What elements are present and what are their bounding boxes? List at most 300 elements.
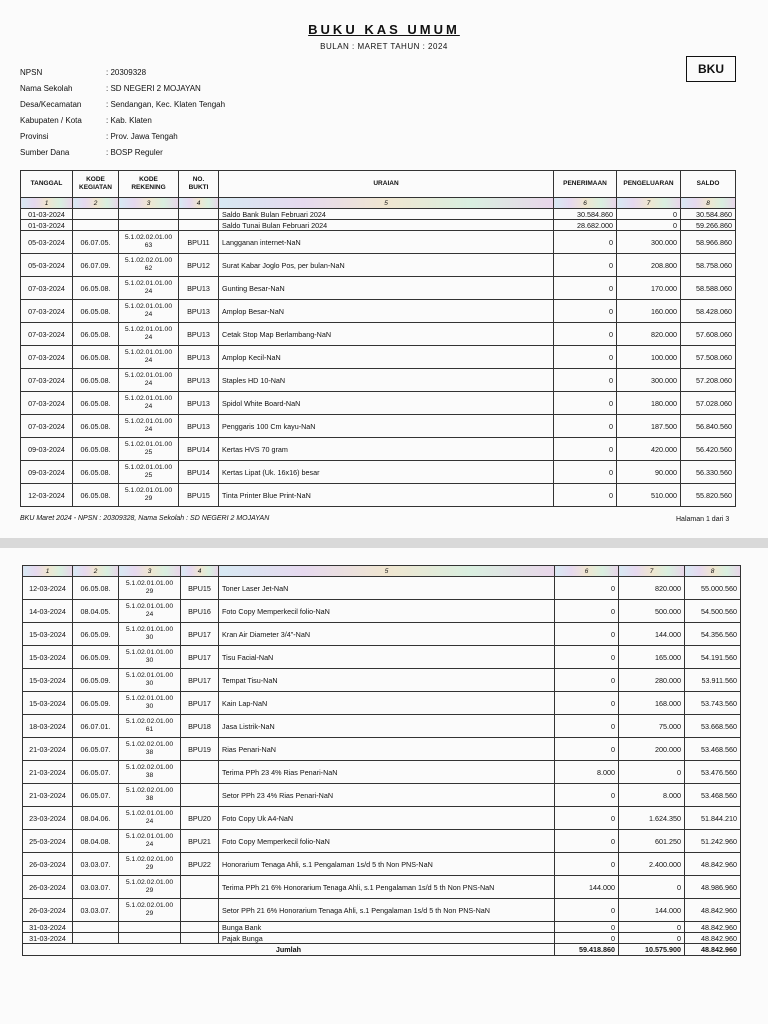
cell-description: Setor PPh 23 4% Rias Penari-NaN [219, 784, 555, 807]
cell-activity-code: 06.05.08. [73, 438, 119, 461]
cell-account-code: 5.1.02.01.01.00 24 [119, 369, 179, 392]
cell-balance: 48.842.960 [685, 899, 741, 922]
cell-receipts: 0 [555, 600, 619, 623]
cell-description: Langganan internet-NaN [219, 231, 554, 254]
document-title: BUKU KAS UMUM [308, 22, 460, 37]
cell-description: Penggaris 100 Cm kayu-NaN [219, 415, 554, 438]
cell-activity-code: 03.03.07. [73, 876, 119, 899]
cell-description: Pajak Bunga [219, 933, 555, 944]
total-label: Jumlah [23, 944, 555, 956]
cell-activity-code: 06.05.08. [73, 415, 119, 438]
cell-account-code: 5.1.02.02.01.00 62 [119, 254, 179, 277]
info-label: Provinsi [20, 131, 49, 141]
cell-receipts: 0 [555, 922, 619, 933]
cell-activity-code: 06.05.08. [73, 346, 119, 369]
cell-expenses: 0 [619, 922, 685, 933]
cell-date: 07-03-2024 [21, 277, 73, 300]
cell-receipts: 0 [555, 692, 619, 715]
cell-balance: 55.820.560 [681, 484, 736, 507]
cell-balance: 48.986.960 [685, 876, 741, 899]
cell-date: 05-03-2024 [21, 231, 73, 254]
cell-balance: 51.242.960 [685, 830, 741, 853]
cell-balance: 57.208.060 [681, 369, 736, 392]
header-row [21, 171, 736, 198]
cell-receipts: 0 [555, 853, 619, 876]
cell-account-code: 5.1.02.01.01.00 29 [119, 484, 179, 507]
cell-receipt-no: BPU13 [179, 415, 219, 438]
school-info [20, 64, 225, 160]
cell-account-code: 5.1.02.01.01.00 24 [119, 323, 179, 346]
cell-activity-code: 08.04.08. [73, 830, 119, 853]
cell-expenses: 144.000 [619, 899, 685, 922]
table-row [23, 738, 741, 761]
bku-badge: BKU [686, 56, 736, 82]
cell-receipts: 0 [554, 231, 617, 254]
cell-receipt-no [181, 933, 219, 944]
cell-expenses: 420.000 [617, 438, 681, 461]
column-number-row [21, 198, 736, 209]
cell-activity-code: 06.05.08. [73, 369, 119, 392]
table-row [23, 692, 741, 715]
cell-account-code: 5.1.02.02.01.00 29 [119, 853, 181, 876]
cell-receipts: 0 [554, 461, 617, 484]
cell-activity-code: 06.05.08. [73, 484, 119, 507]
cell-date: 14-03-2024 [23, 600, 73, 623]
info-value: : Prov. Jawa Tengah [106, 131, 178, 141]
column-number: 8 [681, 198, 736, 209]
table-row [21, 277, 736, 300]
cell-expenses: 300.000 [617, 231, 681, 254]
cell-receipt-no [181, 876, 219, 899]
cashbook-table-page-2 [22, 565, 741, 956]
cell-account-code: 5.1.02.01.01.00 30 [119, 669, 181, 692]
page-footer-note: BKU Maret 2024 - NPSN : 20309328, Nama Sekolah : SD NEGERI 2 MOJAYAN [20, 515, 270, 522]
cell-expenses: 160.000 [617, 300, 681, 323]
cell-expenses: 0 [619, 876, 685, 899]
cell-balance: 56.840.560 [681, 415, 736, 438]
cell-date: 07-03-2024 [21, 369, 73, 392]
cell-date: 25-03-2024 [23, 830, 73, 853]
cell-account-code: 5.1.02.02.01.00 61 [119, 715, 181, 738]
cell-activity-code: 06.05.07. [73, 738, 119, 761]
cell-activity-code: 06.05.09. [73, 623, 119, 646]
column-header: KODE REKENING [119, 171, 179, 198]
cell-receipt-no: BPU20 [181, 807, 219, 830]
cell-expenses: 601.250 [619, 830, 685, 853]
table-row [21, 438, 736, 461]
cell-description: Setor PPh 21 6% Honorarium Tenaga Ahli, s.1 Pengalaman 1s/d 5 th Non PNS-NaN [219, 899, 555, 922]
cell-activity-code: 06.05.07. [73, 761, 119, 784]
cell-account-code [119, 209, 179, 220]
cell-receipts: 0 [554, 277, 617, 300]
cell-receipt-no: BPU15 [179, 484, 219, 507]
column-header: PENERIMAAN [554, 171, 617, 198]
cell-description: Kran Air Diameter 3/4"-NaN [219, 623, 555, 646]
cell-receipts: 0 [554, 346, 617, 369]
cell-expenses: 208.800 [617, 254, 681, 277]
cell-account-code [119, 922, 181, 933]
cell-description: Honorarium Tenaga Ahli, s.1 Pengalaman 1s/d 5 th Non PNS-NaN [219, 853, 555, 876]
cell-account-code: 5.1.02.01.01.00 24 [119, 830, 181, 853]
cell-receipt-no: BPU19 [181, 738, 219, 761]
cell-balance: 53.668.560 [685, 715, 741, 738]
cell-date: 26-03-2024 [23, 876, 73, 899]
cell-receipts: 0 [555, 738, 619, 761]
table-row [21, 323, 736, 346]
cell-expenses: 170.000 [617, 277, 681, 300]
cell-receipts: 0 [555, 577, 619, 600]
cashbook-table-page-1 [20, 170, 736, 507]
table-row [23, 761, 741, 784]
cell-receipts: 0 [555, 669, 619, 692]
cell-description: Toner Laser Jet-NaN [219, 577, 555, 600]
table-row [21, 254, 736, 277]
cell-receipt-no: BPU17 [181, 646, 219, 669]
cell-date: 26-03-2024 [23, 899, 73, 922]
cell-expenses: 165.000 [619, 646, 685, 669]
column-number: 1 [23, 566, 73, 577]
cell-balance: 53.468.560 [685, 784, 741, 807]
column-number: 6 [554, 198, 617, 209]
cell-date: 15-03-2024 [23, 646, 73, 669]
cell-description: Tinta Printer Blue Print-NaN [219, 484, 554, 507]
cell-description: Amplop Kecil-NaN [219, 346, 554, 369]
cell-receipt-no: BPU13 [179, 300, 219, 323]
cell-date: 31-03-2024 [23, 933, 73, 944]
cell-receipts: 0 [555, 807, 619, 830]
column-number: 2 [73, 566, 119, 577]
cell-description: Gunting Besar-NaN [219, 277, 554, 300]
table-row [23, 853, 741, 876]
cell-date: 09-03-2024 [21, 438, 73, 461]
info-label: Desa/Kecamatan [20, 99, 82, 109]
info-label: Sumber Dana [20, 147, 70, 157]
table-row [21, 209, 736, 220]
table-row [21, 300, 736, 323]
column-number: 4 [181, 566, 219, 577]
cell-date: 07-03-2024 [21, 323, 73, 346]
cell-receipt-no: BPU18 [181, 715, 219, 738]
cell-receipts: 0 [554, 438, 617, 461]
column-header: KODE KEGIATAN [73, 171, 119, 198]
cell-receipts: 8.000 [555, 761, 619, 784]
cell-receipt-no [181, 784, 219, 807]
column-number-row [23, 566, 741, 577]
cell-date: 18-03-2024 [23, 715, 73, 738]
total-expenses: 10.575.900 [619, 944, 685, 956]
cell-receipts: 0 [555, 899, 619, 922]
cell-description: Terima PPh 21 6% Honorarium Tenaga Ahli, s.1 Pengalaman 1s/d 5 th Non PNS-NaN [219, 876, 555, 899]
table-row [23, 807, 741, 830]
total-receipts: 59.418.860 [555, 944, 619, 956]
column-number: 5 [219, 198, 554, 209]
cell-receipt-no [179, 209, 219, 220]
table-row [23, 600, 741, 623]
total-row [23, 944, 741, 956]
cell-balance: 56.420.560 [681, 438, 736, 461]
cell-balance: 53.476.560 [685, 761, 741, 784]
table-row [21, 369, 736, 392]
cell-date: 09-03-2024 [21, 461, 73, 484]
cell-receipt-no [179, 220, 219, 231]
cell-balance: 58.758.060 [681, 254, 736, 277]
table-row [21, 346, 736, 369]
cell-receipts: 0 [554, 415, 617, 438]
cell-activity-code [73, 220, 119, 231]
page-number: Halaman 1 dari 3 [676, 516, 730, 523]
cell-activity-code: 06.07.01. [73, 715, 119, 738]
column-number: 7 [617, 198, 681, 209]
cell-receipt-no: BPU13 [179, 346, 219, 369]
cell-receipt-no: BPU16 [181, 600, 219, 623]
column-number: 6 [555, 566, 619, 577]
table-row [23, 876, 741, 899]
cell-date: 21-03-2024 [23, 738, 73, 761]
cell-description: Jasa Listrik-NaN [219, 715, 555, 738]
cell-account-code: 5.1.02.02.01.00 38 [119, 738, 181, 761]
cell-account-code: 5.1.02.02.01.00 63 [119, 231, 179, 254]
cell-date: 15-03-2024 [23, 623, 73, 646]
table-row [23, 623, 741, 646]
cell-activity-code: 03.03.07. [73, 853, 119, 876]
cell-account-code [119, 933, 181, 944]
info-value: : 20309328 [106, 67, 147, 77]
column-number: 3 [119, 566, 181, 577]
cell-receipt-no [181, 899, 219, 922]
cell-balance: 57.028.060 [681, 392, 736, 415]
cell-expenses: 0 [619, 933, 685, 944]
cell-description: Cetak Stop Map Berlambang-NaN [219, 323, 554, 346]
info-label: Nama Sekolah [20, 83, 73, 93]
cell-receipt-no: BPU13 [179, 392, 219, 415]
cell-expenses: 820.000 [617, 323, 681, 346]
cell-account-code: 5.1.02.01.01.00 24 [119, 415, 179, 438]
table-row [23, 715, 741, 738]
cell-account-code: 5.1.02.01.01.00 30 [119, 692, 181, 715]
cell-description: Rias Penari-NaN [219, 738, 555, 761]
cell-receipts: 0 [555, 623, 619, 646]
cell-activity-code: 03.03.07. [73, 899, 119, 922]
cell-balance: 58.588.060 [681, 277, 736, 300]
cell-expenses: 0 [617, 209, 681, 220]
cell-account-code: 5.1.02.01.01.00 25 [119, 461, 179, 484]
column-header: TANGGAL [21, 171, 73, 198]
cell-activity-code: 06.05.09. [73, 669, 119, 692]
cell-expenses: 280.000 [619, 669, 685, 692]
column-number: 5 [219, 566, 555, 577]
cell-activity-code [73, 933, 119, 944]
cell-description: Spidol White Board-NaN [219, 392, 554, 415]
column-header: NO. BUKTI [179, 171, 219, 198]
cell-description: Amplop Besar-NaN [219, 300, 554, 323]
cell-date: 21-03-2024 [23, 761, 73, 784]
cell-account-code [119, 220, 179, 231]
cell-receipts: 0 [554, 323, 617, 346]
cell-expenses: 820.000 [619, 577, 685, 600]
info-value: : BOSP Reguler [106, 147, 163, 157]
cell-description: Kertas Lipat (Uk. 16x16) besar [219, 461, 554, 484]
table-row [21, 415, 736, 438]
cell-receipt-no: BPU17 [181, 669, 219, 692]
info-row-province [20, 128, 225, 144]
cell-receipts: 144.000 [555, 876, 619, 899]
cell-date: 01-03-2024 [21, 220, 73, 231]
table-row [23, 669, 741, 692]
cell-balance: 59.266.860 [681, 220, 736, 231]
cell-account-code: 5.1.02.02.01.00 29 [119, 876, 181, 899]
cell-receipt-no: BPU17 [181, 623, 219, 646]
cell-account-code: 5.1.02.02.01.00 38 [119, 761, 181, 784]
cell-description: Kain Lap-NaN [219, 692, 555, 715]
cell-receipts: 0 [554, 369, 617, 392]
cell-expenses: 0 [617, 220, 681, 231]
cell-account-code: 5.1.02.01.01.00 29 [119, 577, 181, 600]
cell-description: Bunga Bank [219, 922, 555, 933]
cell-balance: 53.743.560 [685, 692, 741, 715]
cell-expenses: 2.400.000 [619, 853, 685, 876]
cell-activity-code: 06.05.07. [73, 784, 119, 807]
document-subtitle: BULAN : MARET TAHUN : 2024 [320, 42, 448, 51]
cell-activity-code: 06.05.08. [73, 577, 119, 600]
cell-expenses: 168.000 [619, 692, 685, 715]
table-row [23, 830, 741, 853]
cell-expenses: 180.000 [617, 392, 681, 415]
info-value: : Kab. Klaten [106, 115, 152, 125]
cell-description: Kertas HVS 70 gram [219, 438, 554, 461]
cell-date: 23-03-2024 [23, 807, 73, 830]
cell-account-code: 5.1.02.01.01.00 24 [119, 807, 181, 830]
cell-receipt-no: BPU13 [179, 369, 219, 392]
table-row [21, 231, 736, 254]
cell-balance: 30.584.860 [681, 209, 736, 220]
cell-description: Terima PPh 23 4% Rias Penari-NaN [219, 761, 555, 784]
cell-date: 07-03-2024 [21, 415, 73, 438]
info-value: : Sendangan, Kec. Klaten Tengah [106, 99, 226, 109]
table-row [23, 922, 741, 933]
cell-date: 31-03-2024 [23, 922, 73, 933]
cell-receipt-no: BPU15 [181, 577, 219, 600]
cell-expenses: 0 [619, 761, 685, 784]
cell-activity-code: 06.05.08. [73, 300, 119, 323]
cell-balance: 58.428.060 [681, 300, 736, 323]
cell-receipt-no: BPU14 [179, 438, 219, 461]
cell-balance: 56.330.560 [681, 461, 736, 484]
cell-receipts: 0 [554, 484, 617, 507]
cell-activity-code [73, 209, 119, 220]
cell-date: 21-03-2024 [23, 784, 73, 807]
cell-account-code: 5.1.02.02.01.00 29 [119, 899, 181, 922]
cell-account-code: 5.1.02.01.01.00 24 [119, 277, 179, 300]
cell-account-code: 5.1.02.01.01.00 25 [119, 438, 179, 461]
cell-receipts: 0 [554, 254, 617, 277]
cell-receipt-no: BPU17 [181, 692, 219, 715]
table-row [23, 784, 741, 807]
cell-balance: 57.608.060 [681, 323, 736, 346]
cell-balance: 54.191.560 [685, 646, 741, 669]
cell-balance: 48.842.960 [685, 933, 741, 944]
info-label: Kabupaten / Kota [20, 115, 82, 125]
column-number: 3 [119, 198, 179, 209]
cell-expenses: 510.000 [617, 484, 681, 507]
cell-balance: 51.844.210 [685, 807, 741, 830]
cell-account-code: 5.1.02.01.01.00 24 [119, 392, 179, 415]
cell-balance: 48.842.960 [685, 922, 741, 933]
table-row [23, 899, 741, 922]
info-row-village [20, 96, 225, 112]
cell-receipt-no: BPU11 [179, 231, 219, 254]
info-row-fund-source [20, 144, 225, 160]
cell-balance: 58.966.860 [681, 231, 736, 254]
table-row [23, 646, 741, 669]
cell-expenses: 187.500 [617, 415, 681, 438]
table-row [21, 461, 736, 484]
cell-expenses: 90.000 [617, 461, 681, 484]
column-number: 4 [179, 198, 219, 209]
cell-activity-code [73, 922, 119, 933]
cell-expenses: 100.000 [617, 346, 681, 369]
cell-account-code: 5.1.02.01.01.00 30 [119, 623, 181, 646]
cell-receipt-no: BPU13 [179, 277, 219, 300]
cell-date: 07-03-2024 [21, 300, 73, 323]
cell-receipt-no: BPU22 [181, 853, 219, 876]
cell-expenses: 144.000 [619, 623, 685, 646]
cell-description: Saldo Tunai Bulan Februari 2024 [219, 220, 554, 231]
info-label: NPSN [20, 67, 43, 77]
cell-activity-code: 06.05.09. [73, 692, 119, 715]
total-balance: 48.842.960 [685, 944, 741, 956]
cell-activity-code: 06.07.05. [73, 231, 119, 254]
info-row-npsn [20, 64, 225, 80]
cell-expenses: 75.000 [619, 715, 685, 738]
cell-activity-code: 06.05.09. [73, 646, 119, 669]
cell-activity-code: 08.04.06. [73, 807, 119, 830]
cell-activity-code: 06.05.08. [73, 323, 119, 346]
cell-activity-code: 06.05.08. [73, 461, 119, 484]
cell-receipts: 0 [554, 392, 617, 415]
info-row-regency [20, 112, 225, 128]
cell-date: 26-03-2024 [23, 853, 73, 876]
cell-activity-code: 06.05.08. [73, 392, 119, 415]
cell-receipt-no [181, 922, 219, 933]
cell-receipt-no [181, 761, 219, 784]
cell-receipts: 0 [555, 646, 619, 669]
column-header: PENGELUARAN [617, 171, 681, 198]
column-number: 1 [21, 198, 73, 209]
table-row [23, 933, 741, 944]
cell-description: Surat Kabar Joglo Pos, per bulan-NaN [219, 254, 554, 277]
cell-balance: 53.468.560 [685, 738, 741, 761]
table-row [21, 220, 736, 231]
table-row [23, 577, 741, 600]
cell-receipts: 0 [554, 300, 617, 323]
column-number: 2 [73, 198, 119, 209]
cell-receipt-no: BPU13 [179, 323, 219, 346]
cell-description: Foto Copy Uk A4-NaN [219, 807, 555, 830]
info-value: : SD NEGERI 2 MOJAYAN [106, 83, 201, 93]
cell-receipts: 28.682.000 [554, 220, 617, 231]
cell-account-code: 5.1.02.01.01.00 24 [119, 600, 181, 623]
cell-account-code: 5.1.02.01.01.00 30 [119, 646, 181, 669]
cell-activity-code: 06.05.08. [73, 277, 119, 300]
cell-receipts: 0 [555, 830, 619, 853]
cell-description: Tempat Tisu-NaN [219, 669, 555, 692]
column-header: URAIAN [219, 171, 554, 198]
cell-receipts: 30.584.860 [554, 209, 617, 220]
info-row-school-name [20, 80, 225, 96]
cell-date: 05-03-2024 [21, 254, 73, 277]
cell-account-code: 5.1.02.01.01.00 24 [119, 300, 179, 323]
table-row [21, 392, 736, 415]
